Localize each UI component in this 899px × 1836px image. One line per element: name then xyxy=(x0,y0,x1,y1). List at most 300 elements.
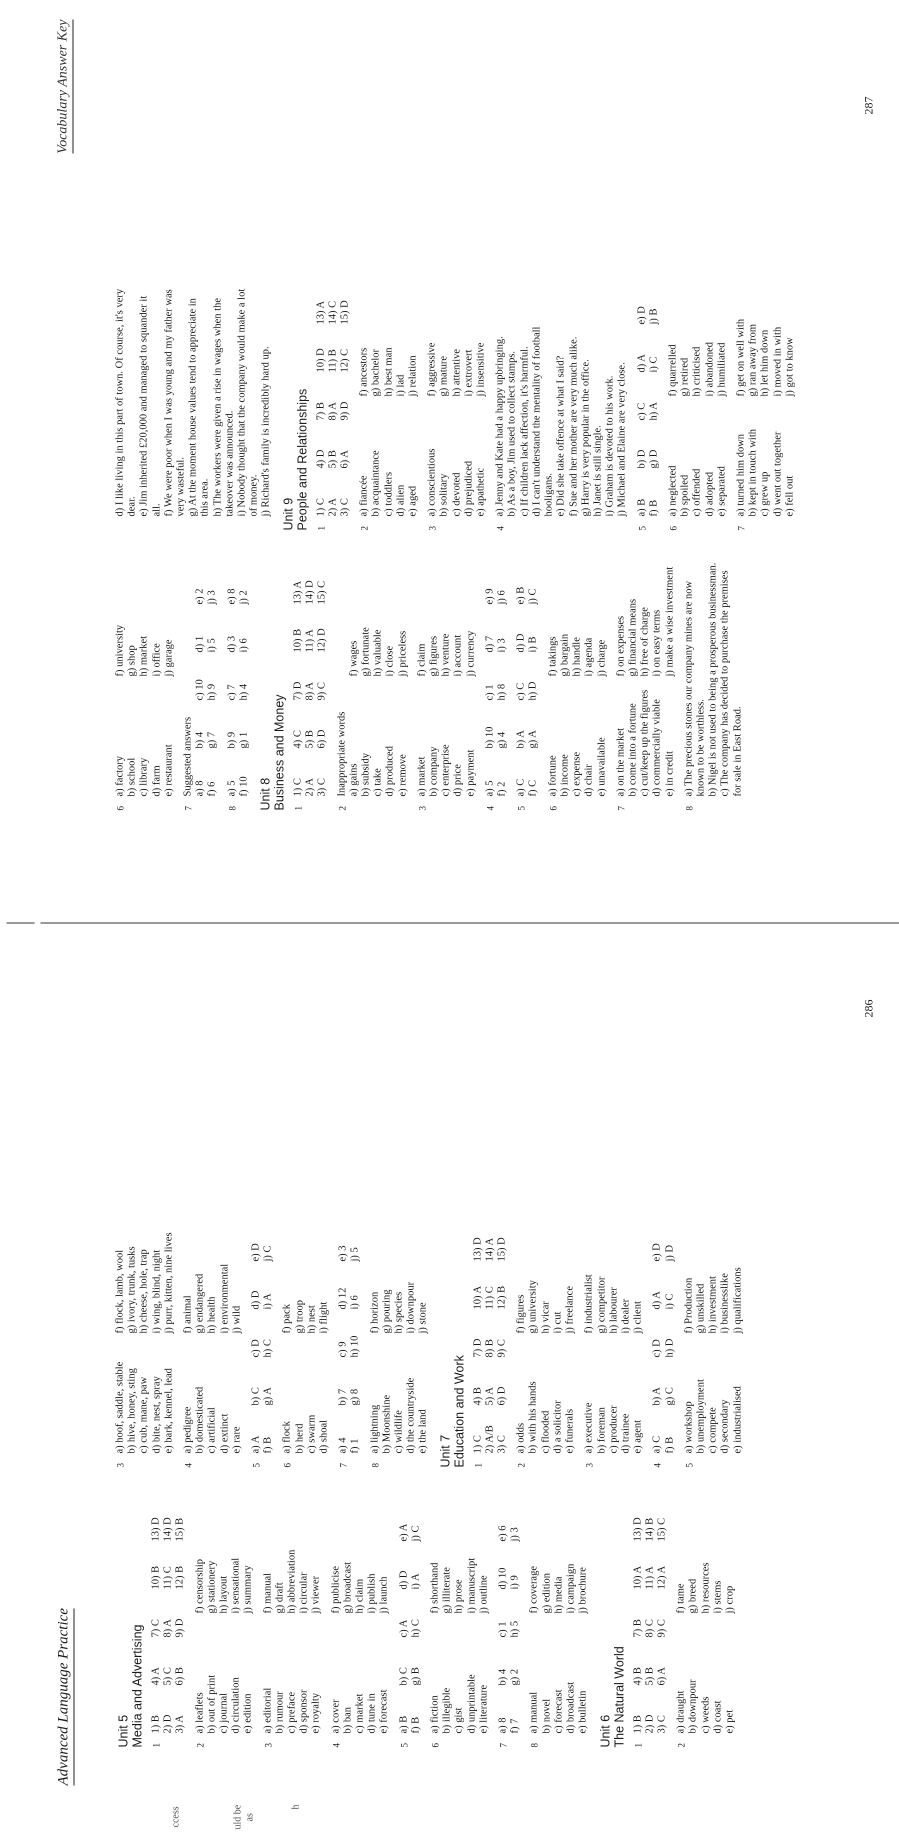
answer-item: c) 7 xyxy=(226,684,238,701)
answer-item: 13) D xyxy=(472,1237,484,1262)
answer-item: 5) C xyxy=(162,1667,174,1686)
exercise-4: 4 a) Jenny and Kate had a happy upbringing. b) As a boy, Jim used to collect stamps. c) If children lack affection, it's harmful. d) I can't understand the mentality of football hooligans. e) Did she take offence at what I said? f) Sue and her mother are very much alike. g) Harry is very popular in the office. h) Janet is still single. i) Graham is devoted to his work. j) Michael and Elaine are very close. xyxy=(495,281,629,531)
answer-item: e) industrialised xyxy=(732,1386,744,1454)
answer-item: 9) C xyxy=(316,682,328,701)
answer-item: 11) C xyxy=(484,1286,496,1310)
answer-item: h) free of charge xyxy=(639,607,651,677)
unit-title: Unit 6 xyxy=(598,1714,612,1748)
answer-item: a) flock xyxy=(281,1421,293,1454)
answer-item: 7) B xyxy=(315,402,327,421)
answer-item: i) dealer xyxy=(620,1298,632,1334)
answer-item: d) the countryside xyxy=(405,1377,417,1454)
answer-item: j) client xyxy=(632,1301,644,1334)
answer-item: 4) B xyxy=(472,1387,484,1406)
answer-item: b) kept in touch with xyxy=(747,429,759,517)
answer-item: h) vicar xyxy=(540,1301,552,1334)
answer-item: 3) C xyxy=(496,1435,508,1454)
answer-item: 8) A xyxy=(304,682,316,701)
answer-item: h) investment xyxy=(707,1276,719,1334)
answer-item: a) factory xyxy=(114,755,126,797)
answer-item: h) abbreviation xyxy=(286,1549,298,1614)
answer-item: 6) A xyxy=(656,1667,668,1686)
answer-item: c) journal xyxy=(218,1692,230,1734)
exercise-7: 7 a) turned him down f) get on well with b) kept in touch with g) ran away from c) grew up h) let him down d) went out together i) moved in with e) fell out j) got to know xyxy=(735,281,796,531)
answer-item: j) C xyxy=(410,1525,422,1542)
answer-item: 8) A xyxy=(162,1619,174,1638)
margin-mark: ccess xyxy=(170,1806,182,1828)
answer-item: j) stone xyxy=(417,1302,429,1334)
answer-item: g) A xyxy=(262,1387,274,1406)
answer-item: 4) C xyxy=(292,730,304,749)
answer-item: i) 6 xyxy=(238,638,250,653)
answer-item: 1) C xyxy=(472,1435,484,1454)
exercise-subtitle: Suggested answers xyxy=(182,716,194,797)
answer-item: j) 3 xyxy=(206,590,218,605)
answer-item: h) media xyxy=(553,1576,565,1614)
answer-item: d) circulation xyxy=(230,1677,242,1734)
answer-item: a) conscientious xyxy=(426,448,438,517)
answer-item: e) literature xyxy=(478,1684,490,1734)
answer-item: i) abandoned xyxy=(704,341,716,397)
answer-item: a) market xyxy=(416,756,428,797)
answer-item: j) 5 xyxy=(349,1247,361,1262)
answer-item: b) Moonshine xyxy=(381,1394,393,1454)
answer-item: c) A xyxy=(398,1619,410,1638)
exercise-2: 2 a) leaflets f) censorship b) out of print g) stationery c) journal h) layout d) circulation i) sensational e) edition j) summary xyxy=(194,1498,255,1748)
answer-item: e) royalty xyxy=(310,1692,322,1734)
answer-item: c) compete xyxy=(707,1407,719,1454)
answer-item: j) launch xyxy=(378,1576,390,1614)
answer-item: 15) D xyxy=(496,1237,508,1262)
answer-item: e) A xyxy=(398,1523,410,1542)
answer-item: f) on expenses xyxy=(615,615,627,677)
answer-item: 7) B xyxy=(632,1619,643,1638)
answer-item: d) broadcast xyxy=(565,1681,577,1734)
answer-item: e) the land xyxy=(417,1409,429,1454)
answer-item: 5) B xyxy=(327,450,339,469)
unit-name: Media and Advertising xyxy=(130,1624,145,1748)
answer-item: a) on the market xyxy=(615,727,627,797)
answer-item: d) coast xyxy=(712,1700,724,1734)
answer-item: i) circular xyxy=(298,1572,310,1614)
answer-item: j) currency xyxy=(465,630,477,677)
exercise-4: 4 a) 5 b) 10 c) 1 d) 7 e) 9 f) 2 g) 4 h) 8 i) 3 j) 6 xyxy=(484,561,508,811)
answer-item: g) broadcast xyxy=(342,1561,354,1614)
exercise-1: 1 1) C 4) D 7) B 10) D 13) A 2) A 5) B 8) A 11) B 14) C 3) C 6) A 9) D 12) C 15) D xyxy=(315,281,352,531)
answer-sentence: g) Harry is very popular in the office. xyxy=(580,359,592,517)
answer-item: f) animal xyxy=(182,1295,194,1334)
answer-item: g) shop xyxy=(126,645,138,677)
answer-item: f) publicise xyxy=(330,1565,342,1614)
answer-item: f) figures xyxy=(515,1294,527,1334)
answer-item: 9) D xyxy=(174,1618,186,1638)
answer-item: 6) D xyxy=(316,729,328,749)
exercise-2: 2 a) draught f) tame b) downpour g) breed c) weeds h) resources d) coast i) stems e) pet j) crop xyxy=(676,1498,737,1748)
answer-item: a) 8 xyxy=(194,780,206,797)
answer-item: g) 8 xyxy=(349,1388,361,1406)
answer-item: j) 3 xyxy=(509,1527,521,1542)
answer-item: 2) A xyxy=(304,778,316,797)
answer-item: g) stationery xyxy=(206,1560,218,1614)
exercise-1: 1 1) C 4) B 7) D 10) A 13) D 2) A/B 5) A 8) B 11) C 14) A 3) C 6) D 9) C 12) B 15) D xyxy=(472,1218,509,1468)
answer-item: j) got to know xyxy=(784,337,796,397)
answer-item: i) account xyxy=(452,634,464,677)
answer-item: g) edition xyxy=(541,1572,553,1614)
answer-item: e) 2 xyxy=(194,588,206,605)
exercise-2: 2 a) odds f) figures b) with his hands g) university c) flooded h) vicar d) a solicitor i) cut e) funerals j) freelance xyxy=(516,1218,577,1468)
answer-item: d) sponsor xyxy=(298,1689,310,1734)
answer-item: d) 10 xyxy=(497,1567,509,1590)
answer-item: 4) B xyxy=(632,1667,643,1686)
answer-item: g) figures xyxy=(428,635,440,677)
answer-item: i) C xyxy=(664,1293,676,1310)
answer-item: c) cut/keep up the figures xyxy=(639,689,651,797)
answer-item: i) close xyxy=(384,645,396,677)
margin-mark: as xyxy=(244,1813,256,1822)
answer-item: 3) C xyxy=(316,778,328,797)
answer-item: d) unprintable xyxy=(466,1674,478,1734)
answer-item: i) A xyxy=(410,1573,422,1590)
answer-item: a) editorial xyxy=(262,1687,274,1734)
unit-title: Unit 8 xyxy=(258,777,273,811)
answer-item: a) pedigree xyxy=(182,1406,194,1454)
exercise-4: 4 a) C b) A c) D d) A e) D f) B g) C h) D i) C j) D xyxy=(652,1218,676,1468)
column-unit5-6 xyxy=(109,1498,752,1748)
answer-item: b) novel xyxy=(541,1698,553,1734)
answer-item: h) market xyxy=(138,635,150,677)
answer-item: a) leaflets xyxy=(194,1692,206,1734)
exercise-3: 3 a) hoof, saddle, stable f) flock, lamb, wool b) hive, honey, sting g) ivory, trunk, tusks c) cub, mane, paw h) cheese, hole, trap d) bite, nest, spray i) wing, blind, night e) bark, kennel, lead j) purr, kitten, nine lives xyxy=(115,1218,176,1468)
exercise-6: 6 a) flock f) pack b) herd g) troop c) swarm h) nest d) shoal i) flight xyxy=(282,1218,331,1468)
answer-item: j) garage xyxy=(163,639,175,677)
answer-item: d) 3 xyxy=(226,635,238,653)
answer-sentence: h) Janet is still single. xyxy=(592,425,604,517)
answer-sentence: g) At the moment house values tend to appreciate in this area. xyxy=(187,298,211,517)
answer-item: 7) D xyxy=(472,1338,484,1358)
answer-item: g) 2 xyxy=(509,1668,521,1686)
answer-item: d) D xyxy=(250,1290,262,1310)
answer-item: 10) A xyxy=(472,1285,484,1310)
answer-item: c) C xyxy=(515,682,527,701)
answer-item: e) 3 xyxy=(337,1245,349,1262)
exercise-5: 5 a) B b) D c) C d) A e) D f) B g) D h) A i) C j) B xyxy=(636,281,660,531)
answer-item: b) out of print xyxy=(206,1674,218,1734)
answer-item: c) swarm xyxy=(306,1414,318,1454)
answer-item: b) come into a fortune xyxy=(627,703,639,797)
answer-item: a) 5 xyxy=(226,780,238,797)
answer-item: h) let him down xyxy=(759,329,771,397)
unit-name: Education and Work xyxy=(452,1355,467,1468)
answer-item: 15) C xyxy=(316,580,328,605)
answer-item: a) fiction xyxy=(429,1695,441,1734)
answer-item: b) 7 xyxy=(337,1388,349,1406)
answer-item: i) 9 xyxy=(509,1575,521,1590)
answer-item: 8) A xyxy=(327,402,339,421)
answer-item: 2) D xyxy=(162,1714,174,1734)
answer-item: 5) A xyxy=(484,1387,496,1406)
answer-item: a) 5 xyxy=(484,780,496,797)
exercise-8: 8 a) The precious stones our company mines are now known to be worthless. b) Nigel is not used to being a prosperous businessman. c) The company has decided to purchase the premises for sale in East Road. xyxy=(683,561,744,811)
answer-item: 2) D xyxy=(644,1714,656,1734)
answer-item: e) separated xyxy=(716,466,728,517)
answer-item: j) humiliated xyxy=(716,342,728,397)
answer-item: b) unemployment xyxy=(695,1379,707,1454)
answer-item: 14) A xyxy=(484,1237,496,1262)
exercise-5: 5 a) B b) C c) A d) D e) A f) B g) B h) C i) A j) C xyxy=(398,1498,422,1748)
answer-item: 10) B xyxy=(150,1565,162,1590)
answer-item: e) 6 xyxy=(497,1525,509,1542)
answer-item: c) weeds xyxy=(700,1696,712,1734)
margin-mark: uld be xyxy=(232,1804,244,1830)
answer-item: j) C xyxy=(262,1245,274,1262)
answer-sentence: c) If children lack affection, it's harmful. xyxy=(519,346,531,517)
answer-item: d) adopted xyxy=(704,471,716,517)
answer-item: g) mature xyxy=(438,355,450,397)
answer-item: c) C xyxy=(636,402,648,421)
exercise-6: 6 a) fortune f) takings b) income g) bargain c) expense h) handle d) chair i) agenda e) unavailable j) charge xyxy=(547,561,608,811)
answer-item: j) insensitive xyxy=(475,342,487,397)
answer-sentence: i) Graham is devoted to his work. xyxy=(604,375,616,517)
answer-item: b) ban xyxy=(342,1706,354,1734)
answer-item: b) subsidy xyxy=(360,753,372,797)
exercise-1: 1 1) B 4) A 7) C 10) B 13) D 2) D 5) C 8) A 11) C 14) D 3) A 6) B 9) D 12) B 15) B xyxy=(151,1498,188,1748)
answer-item: c) market xyxy=(354,1693,366,1734)
answer-item: a) B xyxy=(398,1715,410,1734)
answer-item: g) A xyxy=(527,730,539,749)
answer-item: j) charge xyxy=(596,639,607,677)
answer-item: b) solitary xyxy=(438,473,450,517)
answer-item: i) office xyxy=(151,643,163,677)
answer-item: c) wildlife xyxy=(393,1410,405,1454)
answer-item: f) wages xyxy=(348,640,360,677)
answer-item: i) publish xyxy=(366,1573,378,1614)
top-divider xyxy=(7,923,35,924)
answer-item: a) turned him down xyxy=(735,433,747,517)
answer-item: e) remove xyxy=(397,754,409,797)
answer-item: 14) D xyxy=(162,1517,174,1542)
answer-item: g) ivory, trunk, tusks xyxy=(126,1246,138,1334)
answer-item: b) 4 xyxy=(497,1668,509,1686)
answer-item: e) bulletin xyxy=(577,1690,589,1734)
answer-sentence: b) As a boy, Jim used to collect stamps. xyxy=(506,350,518,517)
answer-sentence: d) I can't understand the mentality of football hooligans. xyxy=(531,326,555,517)
answer-item: a) 8 xyxy=(497,1717,509,1734)
answer-item: c) D xyxy=(651,1339,663,1358)
answer-item: 9) C xyxy=(496,1339,508,1358)
answer-item: c) 1 xyxy=(484,684,496,701)
answer-item: b) A xyxy=(515,730,527,749)
answer-item: h) claim xyxy=(354,1578,366,1614)
exercise-3: 3 a) conscientious f) aggressive b) solitary g) mature c) devoted h) attentive d) prejudiced i) extrovert e) apathetic j) insensitive xyxy=(427,281,488,531)
exercise-7: 7 a) 4 b) 7 c) 9 d) 12 e) 3 f) 1 g) 8 h) 10 i) 6 j) 5 xyxy=(338,1218,362,1468)
answer-sentence: i) Nobody thought that the company would make a lot of money. xyxy=(236,288,260,517)
right-page xyxy=(1,0,899,911)
answer-item: h) cheese, hole, trap xyxy=(138,1249,150,1334)
answer-item: d) trainee xyxy=(620,1413,632,1454)
answer-item: j) qualifications xyxy=(732,1267,744,1334)
answer-item: b) illegible xyxy=(441,1687,453,1734)
answer-item: i) moved in with xyxy=(772,326,784,397)
answer-item: 12) A xyxy=(656,1565,668,1590)
answer-item: e) forecast xyxy=(378,1689,390,1734)
answer-item: 6) B xyxy=(174,1667,186,1686)
answer-item: b) C xyxy=(398,1667,410,1686)
answer-item: a) manual xyxy=(528,1691,540,1734)
answer-item: e) unavailable xyxy=(596,737,607,797)
exercise-2: 2 Inappropriate words a) gains f) wages b) subsidy g) fortunate c) take h) valuable d) produced i) close e) remove j) priceless xyxy=(336,561,409,811)
answer-item: b) acquaintance xyxy=(370,450,382,517)
exercise-1: 1 1) B 4) B 7) B 10) A 13) D 2) D 5) B 8) C 11) A 14) B 3) C 6) A 9) C 12) A 15) C xyxy=(632,1498,669,1748)
exercise-3: 3 a) market f) claim b) company g) figures c) enterprise h) venture d) price i) account e) payment j) currency xyxy=(416,561,477,811)
answer-item: i) stems xyxy=(712,1580,724,1614)
answer-item: f) takings xyxy=(547,636,559,677)
answer-sentence: f) We were poor when I was young and my father was very wasteful. xyxy=(163,289,187,517)
answer-item: h) venture xyxy=(440,633,452,677)
answer-item: i) businesslike xyxy=(719,1273,731,1334)
answer-item: g) ran away from xyxy=(747,323,759,397)
running-header-right: Vocabulary Answer Key xyxy=(56,20,74,154)
answer-item: h) 9 xyxy=(206,683,218,701)
exercise-6: 6 a) fiction f) shorthand b) illegible g) illiterate c) gist h) prose d) unprintable i) manuscript e) literature j) outline xyxy=(430,1498,491,1748)
answer-item: i) campaign xyxy=(565,1563,577,1614)
exercise-8: 8 a) manual f) coverage b) novel g) edition c) forecast h) media d) broadcast i) campaign e) bulletin j) brochure xyxy=(529,1498,590,1748)
answer-item: b) income xyxy=(559,754,571,797)
answer-item: 14) B xyxy=(644,1517,656,1542)
answer-item: c) 1 xyxy=(497,1621,509,1638)
answer-item: 1) C xyxy=(292,778,304,797)
answer-item: 9) C xyxy=(656,1619,668,1638)
answer-item: 10) D xyxy=(315,348,327,373)
answer-item: h) 5 xyxy=(509,1620,521,1638)
answer-item: 10) B xyxy=(292,628,304,653)
answer-item: g) 7 xyxy=(206,731,218,749)
unit-title: Unit 5 xyxy=(116,1714,131,1748)
column-unit7-8 xyxy=(109,561,804,811)
running-header-left: Advanced Language Practice xyxy=(56,1608,75,1785)
answer-item: c) producer xyxy=(608,1405,620,1454)
answer-item: f) tame xyxy=(675,1583,687,1614)
answer-item: e) D xyxy=(651,1243,663,1262)
exercise-6: 6 a) factory f) university b) school g) shop c) library h) market d) farm i) office e) restaurant j) garage xyxy=(115,561,176,811)
answer-item: 12) B xyxy=(496,1285,508,1310)
answer-item: 7) C xyxy=(150,1619,162,1638)
answer-item: j) brochure xyxy=(577,1567,589,1614)
answer-item: g) C xyxy=(664,1387,676,1406)
answer-item: i) environmental xyxy=(219,1263,231,1334)
answer-item: i) 3 xyxy=(496,638,508,653)
unit-name: The Natural World xyxy=(612,1646,626,1748)
answer-item: f) claim xyxy=(416,643,428,677)
exercise-3: 3 a) editorial f) manual b) rumour g) draft c) preface h) abbreviation d) sponsor i) circular e) royalty j) viewer xyxy=(262,1498,323,1748)
answer-item: d) alien xyxy=(395,484,407,517)
answer-item: c) grew up xyxy=(759,471,771,517)
answer-item: e) D xyxy=(250,1243,262,1262)
answer-item: a) C xyxy=(651,1435,663,1454)
answer-item: g) B xyxy=(410,1667,422,1686)
answer-item: 14) D xyxy=(304,580,316,605)
answer-item: a) C xyxy=(515,778,527,797)
answer-item: h) D xyxy=(527,681,539,701)
answer-item: f) B xyxy=(648,499,660,517)
answer-item: i) extrovert xyxy=(463,349,475,397)
exercise-4: 4 a) pedigree f) animal b) domesticated g) endangered c) artificial h) health d) extinct i) environmental e) rare j) wild xyxy=(183,1218,244,1468)
answer-item: e) funerals xyxy=(564,1408,576,1454)
answer-item: g) university xyxy=(527,1280,539,1334)
exercise-9-cont xyxy=(115,281,274,531)
answer-item: 4) A xyxy=(150,1667,162,1686)
answer-item: e) D xyxy=(636,306,648,325)
answer-item: b) 10 xyxy=(484,726,496,749)
answer-item: g) illiterate xyxy=(441,1567,453,1614)
answer-item: b) 4 xyxy=(194,731,206,749)
answer-item: 2) A xyxy=(327,498,339,517)
answer-item: 11) C xyxy=(162,1566,174,1590)
answer-item: a) gains xyxy=(348,763,360,797)
answer-item: b) hive, honey, sting xyxy=(126,1368,138,1454)
answer-item: d) commercially viable xyxy=(651,699,663,797)
answer-item: f) get on well with xyxy=(735,318,747,397)
answer-item: g) draft xyxy=(274,1582,286,1614)
answer-sentence: e) Jim inherited £20,000 and managed to squander it all. xyxy=(138,295,163,517)
answer-item: 12) C xyxy=(339,348,351,373)
answer-item: 6) A xyxy=(339,450,351,469)
answer-item: f) B xyxy=(262,1436,274,1454)
answer-item: a) lightning xyxy=(369,1404,381,1454)
answer-item: a) 4 xyxy=(337,1437,349,1454)
answer-item: i) B xyxy=(527,636,539,653)
answer-item: j) priceless xyxy=(397,630,409,677)
answer-item: d) price xyxy=(452,764,464,797)
answer-item: i) on easy terms xyxy=(651,609,663,677)
answer-item: d) 7 xyxy=(484,635,496,653)
answer-item: b) company xyxy=(428,746,440,797)
answer-item: 1) B xyxy=(632,1715,643,1734)
exercise-4: 4 a) cover f) publicise b) ban g) broadcast c) market h) claim d) tune in i) publish e) forecast j) launch xyxy=(330,1498,391,1748)
answer-item: d) shoal xyxy=(318,1419,330,1454)
answer-item: a) workshop xyxy=(683,1401,695,1454)
answer-item: d) A xyxy=(651,1291,663,1310)
answer-item: f) manual xyxy=(262,1572,274,1614)
answer-item: g) fortunate xyxy=(360,627,372,677)
answer-item: d) a solicitor xyxy=(552,1400,564,1454)
answer-item: j) summary xyxy=(242,1565,254,1614)
answer-item: h) species xyxy=(393,1291,405,1334)
answer-item: f) 6 xyxy=(206,781,218,797)
answer-item: d) 12 xyxy=(337,1287,349,1310)
exercise-6: 6 a) neglected f) quarrelled b) spoiled g) retired c) offended h) criticised d) adopted i) abandoned e) separated j) humiliated xyxy=(667,281,728,531)
answer-item: j) make a wise investment xyxy=(664,566,676,677)
answer-item: 3) C xyxy=(656,1715,668,1734)
answer-item: 8) B xyxy=(484,1339,496,1358)
answer-item: a) executive xyxy=(583,1402,595,1454)
answer-item: h) layout xyxy=(218,1575,230,1614)
answer-item: d) bite, nest, spray xyxy=(151,1376,163,1454)
answer-item: i) sensational xyxy=(230,1557,242,1614)
column-unit8-9 xyxy=(109,281,804,531)
answer-item: b) C xyxy=(250,1387,262,1406)
answer-item: j) wild xyxy=(231,1305,243,1334)
answer-item: i) agenda xyxy=(583,637,595,677)
answer-item: d) extinct xyxy=(219,1413,231,1454)
answer-item: 5) B xyxy=(644,1667,656,1686)
answer-item: e) payment xyxy=(465,749,477,797)
answer-item: g) financial means xyxy=(627,598,639,677)
answer-item: b) foreman xyxy=(596,1407,607,1454)
answer-item: f) flock, lamb, wool xyxy=(114,1249,126,1334)
answer-item: g) pouring xyxy=(381,1289,393,1334)
answer-item: g) endangered xyxy=(194,1273,206,1334)
answer-item: c) library xyxy=(138,757,150,797)
